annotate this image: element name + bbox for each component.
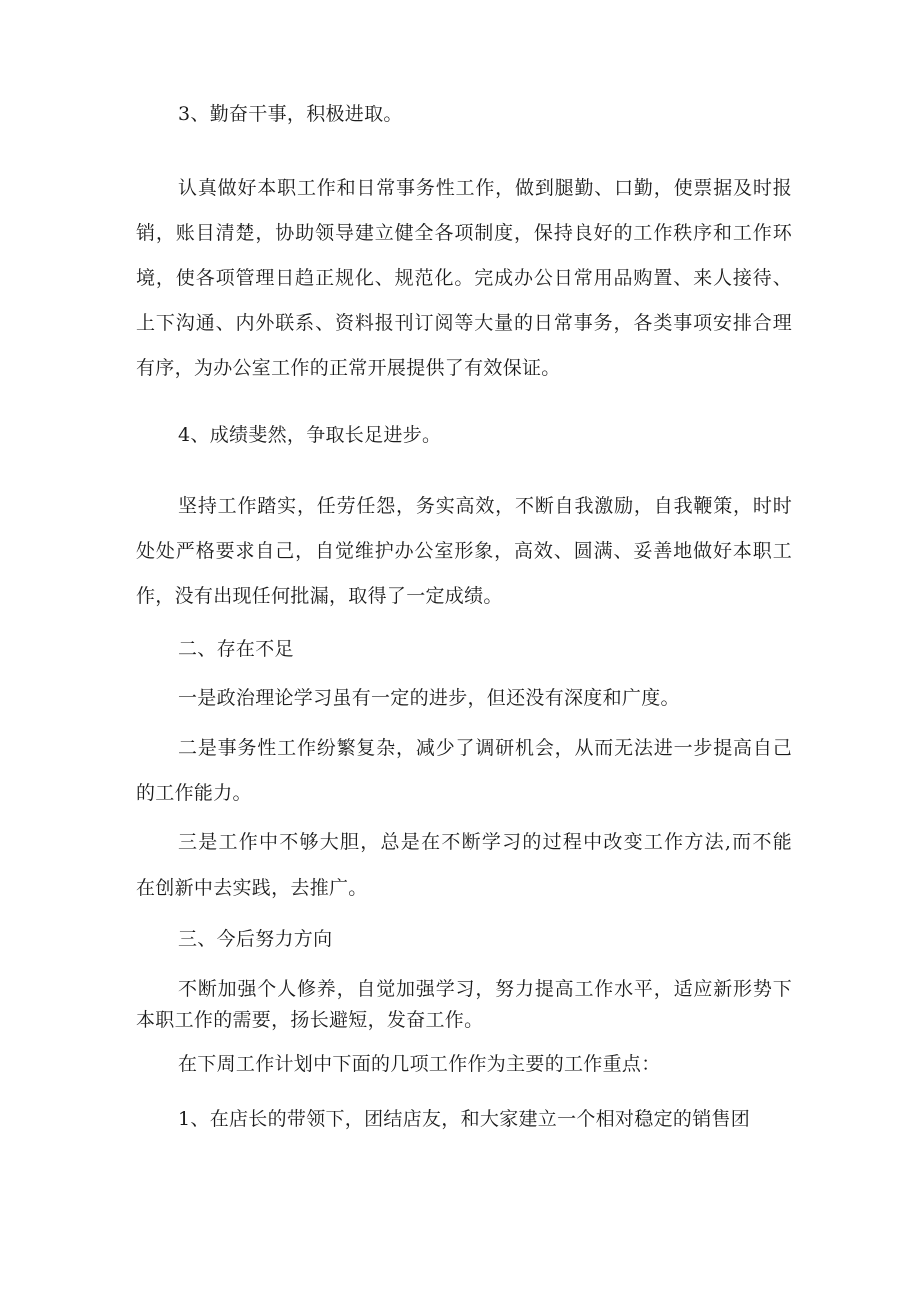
paragraph-line: 一是政治理论学习虽有一定的进步，但还没有深度和广度。 bbox=[178, 687, 680, 709]
paragraph-line: 不断加强个人修养，自觉加强学习，努力提高工作水平，适应新形势下 bbox=[178, 978, 792, 1000]
paragraph-line: 三是工作中不够大胆，总是在不断学习的过程中改变工作方法,而不能 bbox=[178, 831, 792, 853]
paragraph-line: 二是事务性工作纷繁复杂，减少了调研机会，从而无法进一步提高自己 bbox=[178, 737, 792, 759]
paragraph-line: 上下沟通、内外联系、资料报刊订阅等大量的日常事务，各类事项安排合理 bbox=[136, 312, 792, 334]
section-title-3: 三、今后努力方向 bbox=[178, 928, 333, 950]
paragraph-line: 处处严格要求自己，自觉维护办公室形象，高效、圆满、妥善地做好本职工 bbox=[136, 540, 792, 562]
paragraph-line: 在下周工作计划中下面的几项工作作为主要的工作重点： bbox=[178, 1053, 661, 1075]
paragraph-line: 的工作能力。 bbox=[136, 782, 252, 804]
section-heading-3: 3、勤奋干事，积极进取。 bbox=[178, 103, 403, 125]
paragraph-line: 认真做好本职工作和日常事务性工作，做到腿勤、口勤，使票据及时报 bbox=[178, 177, 792, 199]
paragraph-line: 在创新中去实践，去推广。 bbox=[136, 877, 368, 899]
paragraph-line: 有序，为办公室工作的正常开展提供了有效保证。 bbox=[136, 357, 561, 379]
section-title-2: 二、存在不足 bbox=[178, 638, 294, 660]
paragraph-line: 作，没有出现任何批漏，取得了一定成绩。 bbox=[136, 585, 503, 607]
paragraph-line: 销，账目清楚，协助领导建立健全各项制度，保持良好的工作秩序和工作环 bbox=[136, 222, 792, 244]
paragraph-line: 本职工作的需要，扬长避短，发奋工作。 bbox=[136, 1009, 484, 1031]
paragraph-line: 坚持工作踏实，任劳任怨，务实高效，不断自我激励，自我鞭策，时时 bbox=[178, 495, 792, 517]
section-heading-4: 4、成绩斐然，争取长足进步。 bbox=[178, 424, 442, 446]
paragraph-line: 境，使各项管理日趋正规化、规范化。完成办公日常用品购置、来人接待、 bbox=[136, 267, 792, 289]
paragraph-line: 1、在店长的带领下，团结店友，和大家建立一个相对稳定的销售团 bbox=[178, 1108, 751, 1130]
